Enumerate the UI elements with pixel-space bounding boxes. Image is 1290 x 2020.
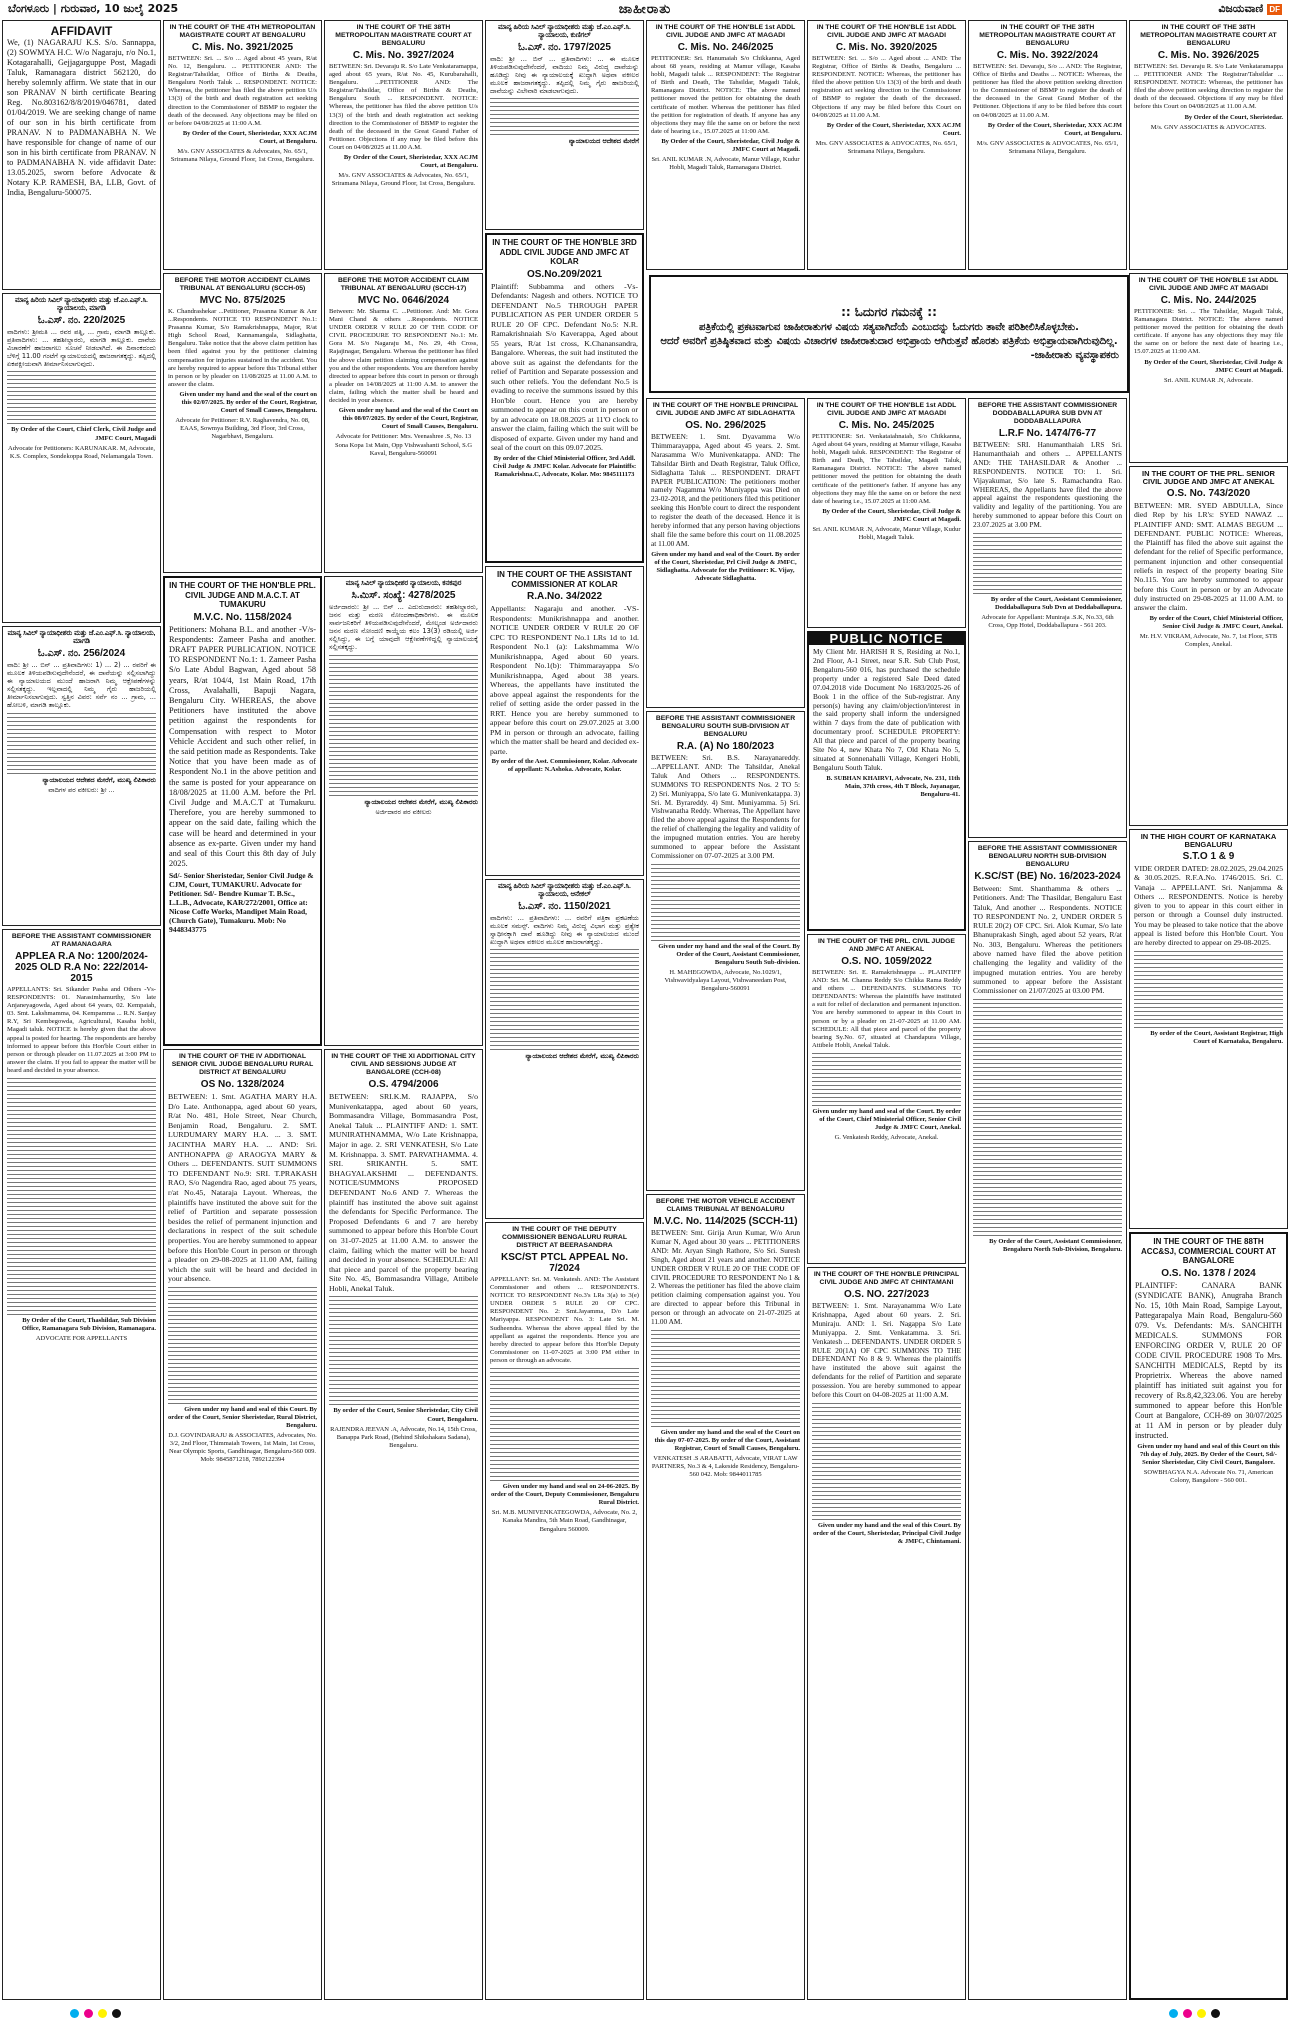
notice-body: Between: Smt. Shanthamma & others ... Petitioners. And: The Thasildar, Bengaluru East Taluk, And another ... Respondents. NOTICE TO RESPONDENT No. 2, UNDER ORDER 5 RULE 20(2) OF CPC. Sri. Alok Kumar, S/o late Bhanuprakash Singh, aged about 52 years, R/at No. 303, Bengaluru. Whereas the petitioners above named have filed the above petition challenging the legality and validity of the impugned mutation entries. You are hereby summoned to appear before the Assistant Commissioner on 21/07/2025 at 03.00 PM. xyxy=(973,884,1122,996)
notice-body: ವಾದಿ: ಶ್ರೀ ... ಬಿನ್ ... ಪ್ರತಿವಾದಿಗಳು: ... ಈ ಮೂಲಕ ತಿಳಿಯಪಡಿಸುವುದೇನೆಂದರೆ, ವಾದಿಯು ನಿಮ್ಮ ವಿರುದ್ಧ ದಾವೆಯನ್ನು ಹೂಡಿದ್ದು ನೀವು ಈ ನ್ಯಾಯಾಲಯಕ್ಕೆ ಖುದ್ದಾಗಿ ಅಥವಾ ವಕೀಲರ ಮೂಲಕ ಹಾಜರಾಗತಕ್ಕದ್ದು. ತಪ್ಪಿದಲ್ಲಿ ನಿಮ್ಮ ಗೈರು ಹಾಜರಿಯಲ್ಲಿ ದಾವೆಯನ್ನು ವಿಲೇವಾರಿ ಮಾಡಲಾಗುವುದು. xyxy=(490,55,639,96)
notice-signature: Given under my hand and the seal of the court on this 02/07/2025. By order of the Court, Registrar, Court of Small Causes, Bengaluru. xyxy=(179,390,317,415)
advocate-details: VENKATESH .S ARABATTI, Advocate, VIRAT LAW PARTNERS, No.3 & 4, Lakeside Residency, Bengaluru-560 042. Mob: 9844011785 xyxy=(651,1455,800,1479)
court-name: ಮಾನ್ಯ ಸಿವಿಲ್ ನ್ಯಾಯಾಧೀಶರು ಮತ್ತು ಜೆ.ಎಂ.ಎಫ್.ಸಿ. ನ್ಯಾಯಾಲಯ, ಮಾಗಡಿ xyxy=(7,630,156,645)
fine-print xyxy=(812,1403,961,1520)
court-name: IN THE COURT OF THE PRL. SENIOR CIVIL JUDGE AND JMFC AT ANEKAL xyxy=(1142,469,1275,486)
court-name: BEFORE THE ASSISTANT COMMISSIONER DODDABALLAPURA SUB DVN AT DODDABALLAPURA xyxy=(977,402,1118,425)
case-number: OS. No. 296/2025 xyxy=(685,420,766,431)
case-number: C. Mis. No. 3920/2025 xyxy=(835,42,938,53)
notice-body: PETITIONER: Sri. ... The Tahsildar, Magadi Taluk, Ramanagara District. NOTICE: The above named petitioner moved the petition for obtaining the death certificate. If anyone has any objections they may file the same on or before the next date of hearing i.e., 15.07.2025 at 11:00 AM. xyxy=(1134,308,1283,356)
case-number: ಸಿ.ಮಿಸ್. ಸಂಖ್ಯೆ: 4278/2025 xyxy=(351,590,456,601)
court-notice xyxy=(1129,466,1288,826)
column-2 xyxy=(163,20,322,2000)
masthead-section-title: ಜಾಹೀರಾತು xyxy=(618,1,672,17)
case-number: O.S. NO. 227/2023 xyxy=(843,1289,930,1300)
advocate-details: RAJENDRA JEEVAN .A, Advocate, No.14, 15th Cross, Banappa Park Road, (Behind Shikshakara Sadana), Bengaluru. xyxy=(330,1425,477,1449)
advocate-details: H. MAHEGOWDA, Advocate, No.1029/1, Vishwavidyalaya Layout, Vishwaneedam Post, Bengaluru-560091 xyxy=(664,969,787,993)
case-number: K.SC/ST (BE) No. 16/2023-2024 xyxy=(974,871,1121,882)
notice-signature: By Order of the Court, Sheristedar, XXX ACJM Court, at Bengaluru. xyxy=(182,129,317,145)
public-notice-banner: PUBLIC NOTICE xyxy=(809,633,964,645)
court-notice xyxy=(807,1267,966,2000)
court-name: IN THE COURT OF THE HON'BLE 1st ADDL CIVIL JUDGE AND JMFC AT MAGADI xyxy=(655,24,796,39)
notice-body: BETWEEN: 1. Smt. Narayanamma W/o Late Krishnappa, Aged about 60 years. 2. Sri. Muniraju. AND: 1. Sri. Nagappa S/o Late Muniyappa. 2. Smt. Venkatamma. 3. Sri. Venkatesh ... DEFENDANTS. UNDER ORDER 5 RULE 20(1A) OF CPC SUMMONS TO THE DEFENDANT No 8 & 9. Whereas the plaintiffs have instituted the above suit against the defendants for the relief of Partition and separate possession. You are hereby summoned to appear before this Court on 04-08-2025 at 11:00 A.M. xyxy=(812,1301,961,1400)
court-name: IN THE COURT OF THE 4TH METROPOLITAN MAGISTRATE COURT AT BENGALURU xyxy=(169,24,316,39)
court-notice xyxy=(163,273,322,573)
court-name: IN THE COURT OF THE HON'BLE 1st ADDL CIVIL JUDGE AND JMFC AT MAGADI xyxy=(1138,277,1279,292)
caution-signature: -ಜಾಹೀರಾತು ವ್ಯವಸ್ಥಾಪಕರು xyxy=(1030,350,1119,361)
advocate-details: Mr. H.V. VIKRAM, Advocate, No. 7, 1st Floor, STB Complex, Anekal. xyxy=(1139,632,1278,648)
fine-print xyxy=(490,98,639,135)
notice-signature: By Order of the Court, Sheristedar, XXX ACJM Court, at Bengaluru. xyxy=(343,154,478,170)
court-name: IN THE COURT OF THE HON'BLE PRINCIPAL CIVIL JUDGE AND JMFC AT CHINTAMANI xyxy=(813,1271,960,1286)
case-number: S.T.O 1 & 9 xyxy=(1182,851,1235,862)
fine-print xyxy=(973,533,1122,594)
notice-signature: By order of the Court, Assistant Commissioner, Doddaballapura Sub Dvn at Doddaballapura. xyxy=(990,596,1122,612)
court-name: IN THE COURT OF THE 38TH METROPOLITAN MAGISTRATE COURT AT BENGALURU xyxy=(1140,24,1277,47)
court-notice xyxy=(2,929,161,2000)
notice-signature: Given under my hand and the seal of the Court on this 08/07/2025. By order of the Court, Registrar, Court of Small Causes, Bengaluru. xyxy=(338,407,478,431)
notice-body: BETWEEN: Smt. Girija Arun Kumar, W/o Arun Kumar N, Aged about 30 years ... PETITIONERS AND: Mr. Aryan Singh Rathore, S/o Sri. Suresh Singh, Aged about 21 years and another. NOTICE UNDER ORDER V RULE 20 OF THE CODE OF CIVIL PROCEDURE TO RESPONDENT No 1 & 2. Whereas the petitioner has filed the above claim petition claiming compensation against you. You are directed to appear before this Tribunal in person or through an advocate on 21-07-2025 at 11.00 AM. xyxy=(651,1228,800,1327)
advocate-details: ADVOCATE FOR APPELLANTS xyxy=(35,1335,128,1343)
case-number: C. Mis. No. 3922/2024 xyxy=(996,50,1099,61)
advocate-details: Advocate for Appellant: Muniraja .S.K, No.33, 6th Cross, Opp Hotel, Doddaballapura - 561 203. xyxy=(981,614,1114,630)
advocate-details: G. Venkatesh Reddy, Advocate, Anekal. xyxy=(834,1134,939,1142)
yellow-mark-icon xyxy=(98,2009,107,2018)
case-number: O.S. No. 743/2020 xyxy=(1166,488,1251,499)
case-number: C. Mis. No. 3921/2025 xyxy=(191,42,294,53)
notice-body: ವಾದಿ: ಶ್ರೀ ... ಬಿನ್ ... ಪ್ರತಿವಾದಿಗಳು: 1) ... 2) ... ರವರಿಗೆ ಈ ಮೂಲಕ ತಿಳಿಯಪಡಿಸುವುದೇನೆಂದರೆ, ಈ ದಾವೆಯನ್ನು ಸಲ್ಲಿಸಲಾಗಿದ್ದು ಈ ನ್ಯಾಯಾಲಯದ ಮುಂದೆ ಹಾಜರಾಗಿ ನಿಮ್ಮ ಆಕ್ಷೇಪಣೆಗಳನ್ನು ಸಲ್ಲಿಸತಕ್ಕದ್ದು. ಇಲ್ಲವಾದಲ್ಲಿ ನಿಮ್ಮ ಗೈರು ಹಾಜರಿಯಲ್ಲಿ ತೀರ್ಮಾನಿಸಲಾಗುವುದು. ಸ್ವತ್ತಿನ ವಿವರ: ಸರ್ವೆ ನಂ ... ಗ್ರಾಮ, ... ಹೋಬಳಿ, ಮಾಗಡಿ ತಾಲ್ಲೂಕು. xyxy=(7,661,156,710)
court-notice xyxy=(324,576,483,1046)
case-number: O.S. 4794/2006 xyxy=(368,1079,439,1090)
advocate-details: ಅರ್ಜಿದಾರರ ಪರ ವಕೀಲರು xyxy=(375,807,432,816)
court-notice xyxy=(324,20,483,270)
fine-print xyxy=(1134,951,1283,1028)
notice-body: APPELLANTS: Sri. Sikander Pasha and Others -Vs- RESPONDENTS: 01. Narasimhamurthy, S/o late Anjaneyagowda, Aged about 64 years, 02. Kempaiah, 03. Smt. Lakshmamma, 04. Kempamma ... R.N. Sanjay R.Y, Sri Kembegowda, Agricultural, Kasaba hobli, Magadi taluk. NOTICE is hereby given that the above appeal is posted for hearing. The respondents are hereby informed to appear before this Hon'ble Court either in person or through pleader on 11.07.2025 at 3:00 PM to answer the claim. If you fail to appear the matter will be heard and decided in your absence. xyxy=(7,986,156,1074)
case-number: C. Mis. No. 246/2025 xyxy=(677,42,774,53)
cyan-mark-icon xyxy=(70,2009,79,2018)
notice-signature: Given under my hand and seal of this Court. By order of the Court, Senior Sheristedar, Rural District, Bengaluru. xyxy=(168,1405,318,1430)
court-notice xyxy=(807,934,966,1264)
black-mark-icon xyxy=(112,2009,121,2018)
case-number: M.V.C. No. 114/2025 (SCCH-11) xyxy=(653,1216,798,1227)
fine-print xyxy=(973,999,1122,1236)
notice-signature: ನ್ಯಾಯಾಲಯದ ಆದೇಶದ ಮೇರೆಗೆ xyxy=(568,137,639,146)
notice-body: BETWEEN: 1. Smt. AGATHA MARY H.A. D/o Late. Anthonappa, aged about 60 years, R/at No. 481, Hole Street, Near Church, Benjamin Road, Bengaluru. 2. SMT. LURDUMARY MARY H.A. ... 3. SMT. JACINTHA MARY H.A. ... AND: Sri. ANTHONAPPA @ ARAOGYA MARY & Others ... DEFENDANTS. SUIT SUMMONS TO DEFENDANT No.9: SRI. T.PRAKASH RAO, S/o Nagendra Rao, aged about 75 years, r/at No.45, Nataraja Layout. Whereas, the plaintiffs have instituted the above suit for the relief of Partition and separate possession besides the relief of permanent injunction and declarations in respect of the suit schedule properties. You are hereby summoned to appear before this Hon'ble Court in person or through a pleader on 29-08-2025 at 11.00 AM, failing which the suit will be heard and decided in your absence. xyxy=(168,1092,317,1284)
court-name: IN THE COURT OF THE HON'BLE 1st ADDL CIVIL JUDGE AND JMFC AT MAGADI xyxy=(816,402,957,417)
notice-body: BETWEEN: Sri. Devaraju R. S/o Late Venkataramappa, aged about 65 years, R/at No. 45, Kurubarahalli, Bengaluru. ...PETITIONER AND: The Registrar/Tahsildar, Office of Births & Deaths, Bengaluru South ... RESPONDENT. NOTICE: Whereas, the petitioner has filed the above petition U/s 13(3) of the birth and death registration act seeking direction to the Commissioner of BBMP to register the death of the deceased in the Great Grand Father of Petitioner. Objections if any may be filed before this Court on 04/08/2025 at 11.00 A.M. xyxy=(329,63,478,151)
notice-body: BETWEEN: Sri. ... S/o ... Aged about 45 years, R/at No. 12, Bengaluru. ... PETITIONER AND: The Registrar/Tahsildar, Office of Births & Deaths, Bengaluru North Taluk ... RESPONDENT. NOTICE: Whereas, the petitioner has filed the above petition U/s 13(3) of the birth and death registration act seeking direction to the Commissioner of BBMP to register the death of the deceased. Any objections may be filed on or before 04/08/2025 at 11:00 A.M. xyxy=(168,55,317,127)
court-name: IN THE COURT OF THE 88TH ACC&SJ, COMMERCIAL COURT AT BANGALORE xyxy=(1141,1237,1276,1265)
case-number: OS No. 1328/2024 xyxy=(200,1079,285,1090)
case-number: ಓ.ಎಸ್. ನಂ. 256/2024 xyxy=(37,648,126,659)
notice-body: BETWEEN: SRI. Hanumanthaiah LRS Sri. Hanumanthaiah and others ... APPELLANTS AND: THE TAHASILDAR & Another ... RESPONDENTS. NOTICE TO: 1. Sri. Vijayakumar, S/o late S. Ramachandra Rao. WHEREAS, the Appellants have filed the above appeal against the respondents questioning the validity and legality of the partitioning. You are hereby summoned to appear before this Court on 23.07.2025 at 3.00 PM. xyxy=(973,440,1122,530)
column-1 xyxy=(2,20,161,2000)
court-notice xyxy=(646,20,805,270)
court-name: ಮಾನ್ಯ ಹಿರಿಯ ಸಿವಿಲ್ ನ್ಯಾಯಾಧೀಶರು ಮತ್ತು ಜೆ.ಎಂ.ಎಫ್.ಸಿ. ನ್ಯಾಯಾಲಯ, ಕುಣಿಗಲ್ xyxy=(498,24,631,39)
fine-print xyxy=(329,1296,478,1405)
case-number: APPLEA R.A No: 1200/2024-2025 OLD R.A No: 222/2014-2015 xyxy=(14,951,149,984)
notice-body: Between: Mr. Sharma C. ...Petitioner. And: Mr. Gora Mani Chand & others ...Respondents. NOTICE UNDER ORDER V RULE 20 OF THE CODE OF CIVIL PROCEDURE TO RESPONDENT No.1: Mr. Gora M. S/o Nagaraju M., No. 29, 4th Cross, Rajajinagar, Bengaluru. Whereas the petitioner has filed the above claim petition claiming compensation against you and the other respondents. You are therefore hereby directed to appear before this court in person or through a pleader on 14/08/2025 at 11:00 A.M. to answer the claim, failing which the matter shall be heard and decided in your absence. xyxy=(329,308,478,405)
affidavit-heading: AFFIDAVIT xyxy=(50,24,113,38)
masthead xyxy=(0,0,1290,18)
court-notice xyxy=(968,841,1127,2000)
notice-body: VIDE ORDER DATED: 28.02.2025, 29.04.2025 & 30.05.2025. R.F.A.No. 1746/2015. Sri. C. Vanaja ... APPELLANT. Sri. Nanjamma & Others ... RESPONDENTS. Notice is hereby given to you to appear in this court either in person or through a Counsel duly instructed. You may be pleased to take notice that the above appeal is listed before this Hon'ble Court. You are hereby directed to appear on 29-08-2025. xyxy=(1134,864,1283,948)
court-notice xyxy=(485,20,644,230)
court-name: BEFORE THE ASSISTANT COMMISSIONER BENGALURU NORTH SUB-DIVISION BENGALURU xyxy=(977,845,1118,868)
notice-body: BETWEEN: Sri. B.S. Narayanareddy. ...APPELLANT. AND: The Tahsildar, Anekal Taluk And Others ... RESPONDENTS. SUMMONS TO RESPONDENTS Nos. 2 TO 5: 2) Sri. Muniyappa, S/o late G. Munivenkatappa. 3) Sri. M. Byrareddy. 4) Smt. Muniyamma. 5) Sri. Vishwanatha Reddy. Whereas, The Appellant have filed the above appeal against the Respondents for the relief of challenging the legality and validity of the impugned mutation entries. You are hereby summoned to appear before the Assistant Commissioner on 07-07-2025 at 3.00 PM. xyxy=(651,753,800,860)
court-name: IN THE COURT OF THE PRL. CIVIL JUDGE AND JMFC AT ANEKAL xyxy=(818,938,955,953)
court-notice xyxy=(646,1194,805,2000)
court-name: BEFORE THE ASSISTANT COMMISSIONER BENGALURU SOUTH SUB-DIVISION AT BENGALURU xyxy=(655,715,796,738)
case-number: C. Mis. No. 244/2025 xyxy=(1160,295,1257,306)
court-notice xyxy=(1129,20,1288,270)
reader-caution-box xyxy=(649,275,1129,393)
case-number: MVC No. 0646/2024 xyxy=(357,295,450,306)
case-number: KSC/ST PTCL APPEAL No. 7/2024 xyxy=(500,1252,629,1274)
notice-body: APPELLANT: Sri. M. Venkatesh. AND: The Assistant Commissioner and others ... RESPONDENTS. NOTICE TO RESPONDENT No.3's LRs 3(a) to 3(e) UNDER ORDER 5 RULE 20 OF CPC. RESPONDENT No. 2: Smt.Jayamma, D/o Late Mariyappa. RESPONDENT No. 3: Late Sri. M. Sudheendra. Whereas the above appeal filed by the appellant as against the respondents. Hence you are hereby directed to appear before this Hon'ble Deputy Commissioner on 11-07-2025 at 3:00 PM either in person or through an advocate. xyxy=(490,1276,639,1364)
court-notice xyxy=(485,879,644,1219)
court-notice xyxy=(324,273,483,573)
advocate-details: SOWBHAGYA N.A. Advocate No. 71, American Colony, Bangalore - 560 001. xyxy=(1143,1468,1274,1484)
court-name: IN THE COURT OF THE 38TH METROPOLITAN MAGISTRATE COURT AT BENGALURU xyxy=(979,24,1116,47)
case-number: ಓ.ಎಸ್. ನಂ. 1150/2021 xyxy=(518,901,611,912)
advocate-details: Sri. ANIL KUMAR .N, Advocate, Manur Village, Kudur Hobli, Magadi Taluk. xyxy=(812,526,961,542)
court-notice xyxy=(646,398,805,708)
column-4 xyxy=(485,20,644,2000)
notice-body: ಅರ್ಜಿದಾರರು: ಶ್ರೀ ... ಬಿನ್ ... ಎದುರುದಾರರು: ತಹಶೀಲ್ದಾರರು, ಜನನ ಮತ್ತು ಮರಣ ನೋಂದಣಾಧಿಕಾರಿಗಳು. ಈ ಮೂಲಕ ಸಾರ್ವಜನಿಕರಿಗೆ ತಿಳಿಯಪಡಿಸುವುದೇನೆಂದರೆ, ಮೇಲ್ಕಂಡ ಅರ್ಜಿದಾರರು ಜನನ ಮರಣ ನೋಂದಣಿ ಕಾಯ್ದೆಯ ಕಲಂ 13(3) ರಡಿಯಲ್ಲಿ ಅರ್ಜಿ ಸಲ್ಲಿಸಿದ್ದು, ಈ ಬಗ್ಗೆ ಯಾವುದೇ ಆಕ್ಷೇಪಣೆಗಳಿದ್ದಲ್ಲಿ ನ್ಯಾಯಾಲಯಕ್ಕೆ ಸಲ್ಲಿಸತಕ್ಕದ್ದು. xyxy=(329,603,478,652)
court-name: BEFORE THE ASSISTANT COMMISSIONER AT RAMANAGARA xyxy=(11,933,152,948)
fine-print xyxy=(7,713,156,774)
advocate-details: M/s. GNV ASSOCIATES & ADVOCATES. xyxy=(1150,123,1267,131)
court-name: ಮಾನ್ಯ ಹಿರಿಯ ಸಿವಿಲ್ ನ್ಯಾಯಾಧೀಶರು ಮತ್ತು ಜೆ.ಎಂ.ಎಫ್.ಸಿ. ನ್ಯಾಯಾಲಯ, ಮಾಗಡಿ xyxy=(15,297,148,312)
masthead-paper-name: ವಿಜಯವಾಣಿ xyxy=(1218,2,1264,15)
notice-signature: By Order of the Court, Chief Clerk, Civil Judge and JMFC Court, Magadi xyxy=(11,426,156,442)
notice-signature: By Order of the Court, Assistant Commissioner, Bengaluru North Sub-Division, Bengaluru. xyxy=(989,1237,1122,1253)
court-notice xyxy=(485,566,644,876)
case-number: R.A. (A) No 180/2023 xyxy=(676,741,775,752)
fine-print xyxy=(329,655,478,796)
advocate-details: M/s. GNV ASSOCIATES & Advocates, No. 65/1, Sriramana Nilaya, Ground Floor, 1st Cross, Bengaluru. xyxy=(331,172,476,188)
court-notice xyxy=(1129,1232,1288,2000)
notice-signature: By Order of the Court, Sheristedar, XXX ACJM Court. xyxy=(826,121,961,137)
masthead-date: ಬೆಂಗಳೂರು | ಗುರುವಾರ, 10 ಜುಲೈ 2025 xyxy=(8,2,179,15)
notice-signature: Given under my hand and the seal of the Court. By Order of the Court, Assistant Commissioner, Bengaluru South Sub-division. xyxy=(658,942,800,967)
court-name: BEFORE THE MOTOR VEHICLE ACCIDENT CLAIMS TRIBUNAL AT BENGALURU xyxy=(656,1198,795,1213)
advocate-details: Advocate for Petitioner: R.V. Raghavendra, No. 08, EAAS, Sowmya Building, 3rd Floor, 3rd Cross, Nagarbhavi, Bengaluru. xyxy=(175,417,310,441)
case-number: ಓ.ಎಸ್. ನಂ. 1797/2025 xyxy=(518,42,611,53)
notice-body: BETWEEN: 1. Smt. Dyavamma W/o Thimmarayappa, Aged about 45 years. 2. Smt. Narasamma W/o Munivenkatappa. AND: The Tahsildar Birth and Death Registrar, Taluk Office, Sidlaghatta Taluk ... RESPONDENT. DRAFT PAPER PUBLICATION: The petitioners mother namely Nagamma W/o Muniyappa was Died on 23-02-2018, and the petitioners filed this petitioner seeking this Hon'ble court to direct the respondent to register the death of the deceased. Hence it is hereby informed that any person having objections shall file the same before this court on 11.08.2025 at 11.00 AM. xyxy=(651,432,800,548)
case-number: OS.No.209/2021 xyxy=(526,268,603,280)
fine-print xyxy=(7,371,156,424)
court-name: IN THE COURT OF THE HON'BLE PRL. CIVIL JUDGE AND M.A.C.T. AT TUMAKURU xyxy=(169,581,316,609)
court-name: IN THE COURT OF THE HON'BLE PRINCIPAL CIVIL JUDGE AND JMFC AT SIDLAGHATTA xyxy=(652,402,799,417)
court-name: IN THE HIGH COURT OF KARNATAKA BENGALURU xyxy=(1140,832,1277,849)
court-notice xyxy=(324,1049,483,2000)
caution-title: :: ಓದುಗರ ಗಮನಕ್ಕೆ :: xyxy=(841,305,937,319)
court-notice xyxy=(2,293,161,623)
advocate-details: Mrs. GNV ASSOCIATES & ADVOCATES, No. 65/1, Sriramana Nilaya, Bengaluru. xyxy=(815,139,958,156)
cyan-mark-icon xyxy=(1169,2009,1178,2018)
case-number: L.R.F No. 1474/76-77 xyxy=(998,428,1097,439)
print-registration-marks-left xyxy=(70,2009,121,2018)
caution-line-2: ಆದರೆ ಅವರಿಗೆ ಪ್ರತಿಷ್ಠಿತವಾದ ಮತ್ತು ವಿಷಯ ವಿಚಾರಗಳ ಜಾಹೀರಾತುದಾರ ಅಭಿಪ್ರಾಯ ಆಗಿರುತ್ತವೆ ಹೊರತು ಪತ್ರಿಕೆಯ ಅಭಿಪ್ರಾಯವಾಗಿರುವುದಿಲ್ಲ. xyxy=(660,336,1118,347)
notice-signature: Given under my hand and seal of the Court. By order of the Court, Chief Ministerial Officer, Senior Civil Judge & JMFC Court, Anekal. xyxy=(812,1107,961,1132)
notice-body: BETWEEN: Sri. Devaraju R. S/o Late Venkataramappa ... PETITIONER AND: The Registrar/Tahsildar ... RESPONDENT. NOTICE: Whereas, the petitioner has filed the above petition seeking direction to register the death of the deceased. Objections if any may be filed before this Court on 04/08/2025 at 11.00 A.M. xyxy=(1134,63,1283,111)
notice-body: BETWEEN: Sri. E. Ramakrishnappa ... PLAINTIFF AND: Sri. M. Channa Reddy S/o Chikka Rama Reddy and others ... DEFENDANTS. SUMMONS TO DEFENDANTS: Whereas the plaintiffs have instituted a suit for relief of declaration and permanent injunction. You are hereby summoned to appear in this Court in person or by a pleader on 21-07-2025 at 11.00 AM. SCHEDULE: All that piece and parcel of the property bearing Sy.No. 67, situated at Chandapura Village, Attibele Hobli, Anekal Taluk. xyxy=(812,969,961,1049)
notice-body: Plaintiff: Subbamma and others -Vs- Defendants: Nagesh and others. NOTICE TO DEFENDANT No.5 THROUGH PAPER PUBLICATION AS PER UNDER ORDER 5 RULE 20 OF CPC. Defendant No.5: N.R. Ramakrishnaiah S/o Kaverappa, Aged about 55 years, R/at 1st cross, K.Chanansandra, Bangalore. Whereas, the suit had instituted the above suit as against the defendants for the relief of Partition and Separate possession and such other reliefs. You the defendant No.5 is evading to receive the summons issued by this Hon'ble court. Hence you are hereby summoned to appear on this court in person or by an advocate on 18.08.2025 at 11'O clock to answer the claim, failing which the suit will be disposed of exparte. Given under my hand and seal of the court on this 09.07.2025. xyxy=(491,281,638,452)
case-number: C. Mis. No. 3927/2024 xyxy=(352,50,455,61)
court-notice xyxy=(1129,829,1288,1229)
notice-signature: ನ್ಯಾಯಾಲಯದ ಆದೇಶದ ಮೇರೆಗೆ, ಮುಖ್ಯ ಲಿಪಿಕಾರರು xyxy=(364,797,478,806)
case-number: C. Mis. No. 3926/2025 xyxy=(1157,50,1260,61)
advocate-details: M/s. GNV ASSOCIATES & ADVOCATES, No. 65/1, Sriramana Nilaya, Bengaluru. xyxy=(976,139,1119,155)
notice-signature: Given under my hand and seal on 24-06-2025. By order of the Court, Deputy Commissioner, Bengaluru Rural District. xyxy=(490,1483,639,1507)
advocate-details: Advocate for Petitioner: Mrs. Veenashree .S, No. 13 Sona Kopa 1st Main, Opp Vishwashanti School, S.G Kaval, Bengaluru-560091 xyxy=(334,433,473,457)
caution-line-1: ಪತ್ರಿಕೆಯಲ್ಲಿ ಪ್ರಕಟವಾಗುವ ಜಾಹೀರಾತುಗಳ ವಿಷಯ ಸತ್ಯವಾಗಿದೆಯೆ ಎಂಬುದನ್ನು ಓದುಗರು ತಾವೇ ಪರಿಶೀಲಿಸಿಕೊಳ್ಳಬೇಕು. xyxy=(699,322,1079,333)
case-number: O.S. No. 1378 / 2024 xyxy=(1161,1267,1256,1279)
case-number: MVC No. 875/2025 xyxy=(199,295,286,306)
notice-signature: By Order of the Court, Sheristedar. xyxy=(1184,113,1283,121)
notice-signature: Given under my hand and the seal of the Court on this day 07-07-2025. By order of the Court, Assistant Registrar, Court of Small Causes, Bengaluru. xyxy=(654,1428,800,1453)
advocate-details: Advocate for Petitioners: KARUNAKAR. M, Advocate, K.S. Complex, Sondekoppa Road, Nelamangala Town. xyxy=(8,444,155,460)
fine-print xyxy=(812,1053,961,1106)
notice-body: BETWEEN: SRI.K.M. RAJAPPA, S/o Munivenkatappa, aged about 60 years, Bommasandra Village, Bommasandra Post, Anekal Taluk ... PLAINTIFF AND: 1. SMT. MUNIRATHNAMMA, W/o Late Krishnappa, Major in age. 2. SRI VENKATESH, S/o Late M. Krishnappa. 3. SMT. PARVATHAMMA. 4. SRI. SRIKANTH. 5. SMT. BHAGYALAKSHMI ... DEFENDANTS. NOTICE/SUMMONS PROPOSED DEFENDANT No.6 AND 7. Whereas the plaintiff has instituted the above suit against the defendants for Specific Performance. The Proposed Defendants 6 and 7 are hereby summoned to appear before this Hon'ble Court on 31-07-2025 at 11.00 A.M. to answer the claim, failing which the matter will be heard and decided in your absence. SCHEDULE: All that piece and parcel of the property bearing Site No. 45, Bommasandra Village, Attibele Hobli, Anekal Taluk. xyxy=(329,1092,478,1293)
notice-body: PLAINTIFF: CANARA BANK (SYNDICATE BANK), Anugraha Branch No. 15, 10th Main Road, Sampige Layout, Pattegarapalya Main Road, Bengaluru-560 079. Vs. Defendants: M/s. SANCHITH MEDICALS. SUMMONS FOR ENFORCING ORDER V, RULE 20 OF CODE CIVIL PROCEDURE 1908 To Mrs. SANCHITH MEDICALS, Reptd by its Proprietrix. Whereas the above named plaintiff has initiated suit against you for recovery of Rs.8,42,323.06. You are hereby summoned to appear before this Hon'ble Court at Bangalore, CCH-89 on 30/07/2025 at 11 AM in person or by pleader duly instructed. xyxy=(1135,1280,1282,1440)
notice-body: BETWEEN: Sri. Devaraju, S/o ... AND: The Registrar, Office of Births and Deaths ... NOTICE: Whereas, the petitioner has filed the above petition seeking direction to the Commissioner of BBMP to register the death of the deceased in the Great Grand Mother of the Petitioner. Objections if any to be filed before this court on 04/08/2025 at 11.00 A.M. xyxy=(973,63,1122,119)
court-name: IN THE COURT OF THE 38TH METROPOLITAN MAGISTRATE COURT AT BENGALURU xyxy=(335,24,472,47)
column-3 xyxy=(324,20,483,2000)
court-name: BEFORE THE MOTOR ACCIDENT CLAIMS TRIBUNAL AT BENGALURU (SCCH-05) xyxy=(174,277,311,292)
public-notice-body: My Client Mr. HARISH R S, Residing at No.1, 2nd Floor, A-1 Street, near S.R. Sub Club Post, Bengaluru-560 016, has purchased the schedule property under a registered Sale Deed dated 07.04.2018 vide Document No 1683/2025-26 of Book 1 in the office of the Sub-registrar. Any person(s) having any claim/objection/interest in the said property shall inform the undersigned within 7 days from the date of publication with documentary proof. SCHEDULE PROPERTY: All that piece and parcel of the property bearing Site No 4, new Khata No 7, Old Khata No 5, situated at Sonnenahalli Village, Kengeri Hobli, Bengaluru South Taluk. xyxy=(813,647,960,772)
notice-body: PETITIONER: Sri. Hanumaiah S/o Chikkanna, Aged about 68 years, residing at Mamur village, Kasaba hobli, Magadi taluk ... RESPONDENT: The Registrar of Birth and Death, The Tahsildar, Magadi Taluk, Ramanagara District. NOTICE: The above named petitioner moved the petition for obtaining the death certificate of mother. Whereas the petitioner has filed the petition for registration of death. If anyone has any objections they may file the same on or before the next date of hearing i.e., 15.07.2025 at 11:00 AM. xyxy=(651,55,800,135)
court-name: IN THE COURT OF THE DEPUTY COMMISSIONER BENGALURU RURAL DISTRICT AT BEERASANDRA xyxy=(502,1226,627,1249)
court-name: BEFORE THE MOTOR ACCIDENT CLAIM TRIBUNAL AT BENGALURU (SCCH-17) xyxy=(337,277,470,292)
fine-print xyxy=(168,1287,317,1404)
advocate-details: D.J. GOVINDARAJU & ASSOCIATES, Advocates, No. 3/2, 2nd Floor, Thimmaiah Towers, 1st Main, 1st Cross, Near Olympic Sports, Gandhinagar, Bengaluru-560 009. Mob: 9845871218, 7892122394 xyxy=(168,1432,317,1464)
magenta-mark-icon xyxy=(1183,2009,1192,2018)
notice-signature: By Order of the Court, Sheristedar, Civil Judge & JMFC Court at Magadi. xyxy=(1144,358,1283,374)
notice-body: K. Chandrashekar ...Petitioner, Prasanna Kumar & Anr ...Respondents. NOTICE TO RESPONDENT No.1: Prasanna Kumar, S/o Ramakrishnappa, Major, R/at High School Road, Kannamangala, Sidlaghatta, Bengaluru. Take notice that the above claim petition has been filed against you by the petitioner claiming compensation for injuries sustained in the accident. You are hereby required to appear before this Tribunal either in person or by pleader on 11/08/2025 at 11.00 A.M. to answer the claim. xyxy=(168,308,317,388)
notice-signature: By order of the Court, Assistant Registrar, High Court of Karnataka, Bengaluru. xyxy=(1150,1029,1283,1045)
court-notice xyxy=(968,20,1127,270)
case-number: M.V.C. No. 1158/2024 xyxy=(193,611,292,623)
court-notice xyxy=(163,20,322,270)
court-notice xyxy=(646,711,805,1191)
fine-print xyxy=(7,1078,156,1315)
notice-signature: By order of the Chief Ministerial Officer, 3rd Addl. Civil Judge & JMFC Kolar. Advocate for Plaintiffs: Ramakrishna.C, Advocate, Kolar. Mo: 9845111173 xyxy=(492,454,637,478)
notice-signature: By Order of the Court, Sheristedar, Civil Judge & JMFC Court at Magadi. xyxy=(661,137,800,154)
notice-signature: By order of the Court, Chief Ministerial Officer, Senior Civil Judge & JMFC Court, Anekal. xyxy=(1149,614,1283,630)
notice-body: Appellants: Nagaraju and another. -VS- Respondents: Munikrishnappa and another. NOTICE UNDER ORDER V RULE 20 OF CPC TO RESPONDENT No.1 LRs 1d to 1d. Respondent No.1 (a): Lakshmamma W/o Munikrishnappa, Aged about 60 years. Respondent No.1(b): Thimmarayappa S/o Munikrishnappa, Aged about 38 years. Whereas, the appellants have instituted the above appeal against the respondents for the relief of setting aside the order passed in the RRT. Hence you are hereby summoned to appear before this court on 29.07.2025 at 3.00 PM in person or through an advocate, failing which the matter shall be heard and decided ex-parte. xyxy=(490,604,639,756)
advocate-details: ವಾದಿಗಳ ಪರ ವಕೀಲರು: ಶ್ರೀ ... xyxy=(48,785,115,794)
notice-signature: By Order of the Court, Thashildar, Sub Division Office, Ramanagara Sub Division, Ramanagara. xyxy=(21,1317,156,1333)
public-notice xyxy=(807,631,966,931)
court-notice xyxy=(163,576,322,1046)
public-notice-signature: B. SUBHAN KHAIRVI, Advocate, No. 231, 11th Main, 37th cross, 4th T Block, Jayanagar, Bengaluru-41. xyxy=(826,774,960,798)
magenta-mark-icon xyxy=(84,2009,93,2018)
advocate-details: Sri. ANIL KUMAR .N, Advocate, Manur Village, Kudur Hobli, Magadi Taluk, Ramanagara District. xyxy=(651,156,800,172)
notice-signature: By order of the Court, Senior Sheristedar, City Civil Court, Bengaluru. xyxy=(333,1407,478,1423)
notice-body: ವಾದಿಗಳು: ಶ್ರೀಮತಿ ... ರವರ ಪತ್ನಿ, ... ಗ್ರಾಮ, ಮಾಗಡಿ ತಾಲ್ಲೂಕು. ಪ್ರತಿವಾದಿಗಳು: ... ತಹಶೀಲ್ದಾರರು, ಮಾಗಡಿ ತಾಲ್ಲೂಕು. ದಾವೆಯ ವಿಚಾರಣೆಗೆ ಹಾಜರಾಗಲು ಸೂಚನೆ ನೀಡಲಾಗಿದೆ. ಈ ದಿನಾಂಕದಂದು ಬೆಳಿಗ್ಗೆ 11.00 ಗಂಟೆಗೆ ನ್ಯಾಯಾಲಯದಲ್ಲಿ ಹಾಜರಾಗತಕ್ಕದ್ದು. ತಪ್ಪಿದಲ್ಲಿ ಏಕಪಕ್ಷೀಯವಾಗಿ ತೀರ್ಮಾನಿಸಲಾಗುವುದು. xyxy=(7,328,156,369)
court-notice xyxy=(485,233,644,563)
affidavit-notice xyxy=(2,20,161,290)
notice-signature: By order of the Asst. Commissioner, Kolar. Advocate of appellant: N.Ashoka. Advocate, Kolar. xyxy=(491,758,638,774)
notice-signature: ನ್ಯಾಯಾಲಯದ ಆದೇಶದ ಮೇರೆಗೆ, ಮುಖ್ಯ ಲಿಪಿಕಾರರು xyxy=(525,1052,639,1061)
court-notice xyxy=(2,626,161,926)
yellow-mark-icon xyxy=(1197,2009,1206,2018)
fine-print xyxy=(490,1368,639,1481)
fine-print xyxy=(490,949,639,1050)
advocate-details: M/s. GNV ASSOCIATES & Advocates, No. 65/1, Sriramana Nilaya, Ground Floor, 1st Cross, Bengaluru. xyxy=(170,148,315,164)
print-registration-marks-right xyxy=(1169,2009,1220,2018)
court-name: IN THE COURT OF THE HON'BLE 3RD ADDL CIVIL JUDGE AND JMFC AT KOLAR xyxy=(492,238,637,266)
notice-signature: Given under my hand and seal of the Court. By order of the Court, Sheristedar, Prl Civil Judge & JMFC, Sidlaghatta. Advocate for the Petitioner: K. Vijay, Advocate Sidlaghatta. xyxy=(651,550,800,583)
fine-print xyxy=(651,864,800,941)
case-number: ಓ.ಎಸ್. ನಂ. 220/2025 xyxy=(37,315,126,326)
notice-signature: By Order of the Court, Sheristedar, Civil Judge & JMFC Court at Magadi. xyxy=(822,507,961,523)
court-name: IN THE COURT OF THE XI ADDITIONAL CITY CIVIL AND SESSIONS JUDGE AT BANGALORE (CCH-08) xyxy=(331,1053,476,1076)
column-8 xyxy=(1129,20,1288,2000)
black-mark-icon xyxy=(1211,2009,1220,2018)
notice-body: Petitioners: Mohana B.L. and another -V/s- Respondents: Zameer Pasha and another. DRAFT PAPER PUBLICATION. NOTICE TO RESPONDENT No.1: 1. Zameer Pasha S/o Late Abdul Bagwan, Aged about 58 years, R/at 104/4, 1st Main Road, 17th Cross, Avalahalli, Bapuji Nagara, Bengaluru City. WHEREAS, the above Petitioners have instituted the above petition against the respondents for Compensation with respect to Motor Vehicle Accident and such other relief, in the said petition made as Respondents. Take Notice that you have been made as of Respondent No.1 in the above petition and the same is posted for your appearance on 18/08/2025 at 11.00 A.M. before the Prl. Civil Judge and M.A.C.T at Tumakuru. Therefore, you are hereby summoned to appear on the said date, failing which the case will be heard and determined in your absence as ex-parte. Given under my hand and seal of this Court this 8th day of July 2025. xyxy=(169,624,316,869)
court-notice xyxy=(1129,273,1288,463)
case-number: C. Mis. No. 245/2025 xyxy=(838,420,935,431)
brand-logo-icon: DF xyxy=(1269,4,1280,14)
court-notice xyxy=(163,1049,322,2000)
affidavit-body: We, (1) NAGARAJU K.S. S/o. Sannappa, (2) SOWMYA H.C. W/o Nagaraju, r/o No.1, Kotagarahalli, Gejjagarguppe Post, Magadi Taluk, Ramanagara district 562120, do hereby solemnly affirm. We state that in our son PRANAV N birth certificate Bearing Reg. No.803162/8/8/2019/046781, dated 01/04/2019. We are seeking change of name of our son in his birth certificate from PRANAV. N to PADMANABHA N. We have responsible for change of name of our son in his birth certificate from PRANAV. N to PADMANABHA N. vide affidavit Date: 13.05.2025, sworn before Advocate & Notary K.P. RAMESH, BA, LLB, Govt. of India, Bengaluru-500075. xyxy=(7,38,156,197)
notice-signature: Given under my hand and the seal of this Court. By order of the Court, Sheristedar, Principal Civil Judge & JMFC, Chintamani. xyxy=(813,1521,961,1546)
court-name: IN THE COURT OF THE HON'BLE 1st ADDL CIVIL JUDGE AND JMFC AT MAGADI xyxy=(816,24,957,39)
notice-body: BETWEEN: Sri. ... S/o ... Aged about ... AND: The Registrar, Office of Births & Deaths, Bengaluru ... RESPONDENT. NOTICE: Whereas, the petitioner has filed the above petition U/s 13(3) of the birth and death registration act seeking direction to the Commissioner of BBMP to register the death of the deceased. Objections if any may be filed before this Court on 04/08/2025 at 11.00 A.M. xyxy=(812,55,961,119)
case-number: R.A.No. 34/2022 xyxy=(526,591,603,602)
notice-signature: Sd/- Senior Sheristedar, Senior Civil Judge & CJM, Court, TUMAKURU. Advocate for Petitioner. Sd/- Bendre Kumar T. B.Sc., L.L.B., Advocate, KAR/272/2001, Office at: Nicose Coffe Works, Mandipet Main Road, (Church Gate), Tumakuru. Mob: No 9448343775 xyxy=(169,871,314,935)
notice-signature: Given under my hand and seal of this Court on this 7th day of July, 2025. By Order of the Court, Sd/- Senior Sheristedar, City Civil Court, Bangalore. xyxy=(1137,1442,1280,1466)
court-notice xyxy=(968,398,1127,838)
court-name: ಮಾನ್ಯ ಸಿವಿಲ್ ನ್ಯಾಯಾಧೀಶರ ನ್ಯಾಯಾಲಯ, ಕನಕಪುರ xyxy=(345,580,462,587)
notice-body: BETWEEN: MR. SYED ABDULLA, Since died Rep by his LR's: SYED NAWAZ ... PLAINTIFF AND: SMT. ALMAS BEGUM ... DEFENDANT. PUBLIC NOTICE: Whereas, the Plaintiff has filed the above suit against the defendant for the relief of Specific performance, permanent injunction and other consequential reliefs in respect of the property bearing Site No.115. You are hereby summoned to appear before this Court in person or by an Advocate duly instructed on 29-08-2025 at 11.00 A.M. to answer the claim. xyxy=(1134,501,1283,613)
advocate-details: Sri. ANIL KUMAR .N, Advocate. xyxy=(1164,376,1253,384)
court-name: IN THE COURT OF THE IV ADDITIONAL SENIOR CIVIL JUDGE BENGALURU RURAL DISTRICT AT BENGALURU xyxy=(171,1053,314,1076)
court-notice xyxy=(485,1222,644,2000)
case-number: O.S. NO. 1059/2022 xyxy=(841,956,932,967)
court-name: IN THE COURT OF THE ASSISTANT COMMISSIONER AT KOLAR xyxy=(496,570,633,589)
masthead-brand xyxy=(1218,2,1282,16)
court-name: ಮಾನ್ಯ ಹಿರಿಯ ಸಿವಿಲ್ ನ್ಯಾಯಾಧೀಶರು ಮತ್ತು ಜೆ.ಎಂ.ಎಫ್.ಸಿ. ನ್ಯಾಯಾಲಯ, ಆನೇಕಲ್ xyxy=(498,883,631,898)
notice-signature: ನ್ಯಾಯಾಲಯದ ಆದೇಶದ ಮೇರೆಗೆ, ಮುಖ್ಯ ಲಿಪಿಕಾರರು xyxy=(42,775,156,784)
court-notice xyxy=(807,398,966,628)
advocate-details: Sri. M.B. MUNIVENKATEGOWDA, Advocate, No. 2, Kanaka Mandira, 5th Main Road, Gandhinagar, Bengaluru 560009. xyxy=(491,1509,638,1533)
notice-body: PETITIONER: Sri. Venkataiahnaiah, S/o Chikkanna, Aged about 64 years, residing at Mamur village, Kasaba hobli, Magadi taluk. RESPONDENT: The Registrar of Birth and Death, The Tahsildar, Magadi Taluk, Ramanagara District. NOTICE: The above named petitioner moved the petition for obtaining the death certificate of the petitioner's father. If anyone has any objections they may file the same on or before the next date of hearing i.e., 15.07.2025 at 11:00 AM. xyxy=(812,433,961,505)
court-notice xyxy=(807,20,966,270)
fine-print xyxy=(651,1330,800,1427)
notice-body: ವಾದಿಗಳು: ... ಪ್ರತಿವಾದಿಗಳು: ... ರವರಿಗೆ ಪತ್ರಿಕಾ ಪ್ರಕಟಣೆಯ ಮೂಲಕ ಸಮನ್ಸ್. ವಾದಿಗಳು ನಿಮ್ಮ ವಿರುದ್ಧ ವಿಭಾಗ ಮತ್ತು ಪ್ರತ್ಯೇಕ ಸ್ವಾಧೀನಕ್ಕಾಗಿ ದಾವೆ ಹೂಡಿದ್ದು ನೀವು ಈ ನ್ಯಾಯಾಲಯದ ಮುಂದೆ ಖುದ್ದಾಗಿ ಅಥವಾ ವಕೀಲರ ಮೂಲಕ ಹಾಜರಾಗತಕ್ಕದ್ದು. xyxy=(490,914,639,947)
notice-signature: By Order of the Court, Sheristedar, XXX ACJM Court, at Bengaluru. xyxy=(987,121,1122,137)
